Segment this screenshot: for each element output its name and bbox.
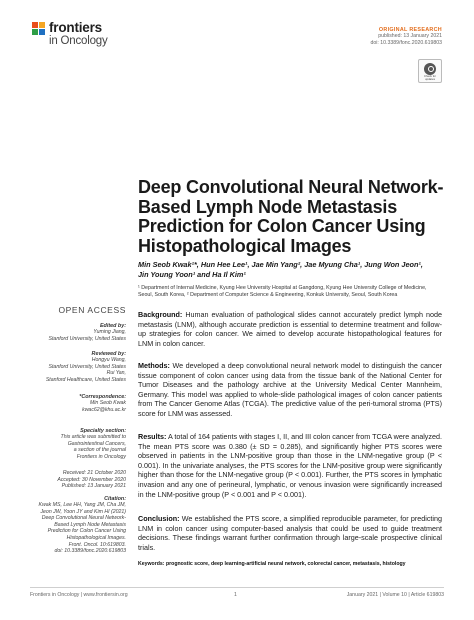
affiliation-line: ¹ Department of Internal Medicine, Kyung Hee University Hospital at Gangdong, Kyung Hee University College of Medicine,	[138, 285, 427, 291]
authors-line: Jin Young Yoon¹ and Ha Il Kim¹	[138, 270, 246, 279]
correspondence-label: *Correspondence:	[79, 394, 126, 400]
abstract-methods	[138, 361, 442, 419]
editor-affiliation: Stanford University, United States	[48, 335, 126, 342]
citation-line: Jeon JW, Yoon JY and Kim HI (2021)	[40, 508, 126, 515]
conclusion-label: Conclusion:	[138, 514, 180, 523]
authors-line: Min Seob Kwak¹*, Hun Hee Lee¹, Jae Min Yang², Jae Myung Cha¹, Jung Won Jeon¹,	[138, 260, 423, 269]
edited-by-label: Edited by:	[99, 323, 126, 329]
edited-by-block	[30, 323, 126, 342]
citation-line: Kwak MS, Lee HH, Yang JM, Cha JM,	[38, 502, 126, 508]
reviewer-affiliation: Stanford Healthcare, United States	[45, 376, 126, 383]
specialty-label: Specialty section:	[80, 428, 126, 434]
abstract-results	[138, 432, 442, 499]
title-line: Histopathological Images	[138, 235, 352, 256]
page-number: 1	[234, 592, 237, 598]
dates-block	[30, 470, 126, 490]
reviewed-by-block	[30, 351, 126, 383]
results-text: A total of 164 patients with stages I, II, and III colon cancer from TCGA were analyzed. The mean PTS score was 0.380 (± SD = 0.285), and significantly higher PTS scores were observed in patients in the LNM-positive group than those in the LNM-negative group (P < 0.001). In the univariate analyses, the PTS scores for the LNM-positive group were significantly higher than those for the LNM-negative group (P < 0.001). Further, the PTS scores in lymphatic invasion and any one of perineural, lymphatic, or venous invasion were significantly increased in the LNM-positive group (P < 0.001 and P < 0.001).	[138, 432, 442, 499]
correspondence-block	[30, 394, 126, 413]
open-access-label: OPEN ACCESS	[58, 305, 126, 315]
citation-line: Based Lymph Node Metastasis	[54, 521, 126, 528]
frontiers-logo-icon	[32, 22, 46, 36]
keywords-text: prognostic score, deep learning-artificial neural network, colorectal cancer, metastasis, histology	[165, 561, 406, 567]
specialty-section-block	[30, 428, 126, 460]
title-line: Prediction for Colon Cancer Using	[138, 216, 426, 236]
keywords-label: Keywords:	[138, 561, 165, 567]
journal-name: in Oncology	[49, 35, 108, 47]
affiliations	[138, 285, 448, 299]
background-label: Background:	[138, 310, 183, 319]
accepted-date: Accepted: 30 November 2020	[57, 476, 126, 483]
citation-line: Histopathological Images.	[66, 534, 126, 541]
abstract-conclusion	[138, 514, 442, 552]
methods-label: Methods:	[138, 361, 170, 370]
frontiers-logo[interactable]	[32, 20, 192, 52]
footer-issue-info: January 2021 | Volume 10 | Article 619803	[346, 592, 444, 598]
author-list[interactable]	[138, 260, 438, 280]
citation-doi[interactable]: doi: 10.3389/fonc.2020.619803	[54, 548, 126, 555]
specialty-line: a section of the journal	[73, 447, 126, 454]
updates-label-2: updates	[425, 77, 435, 81]
specialty-line: Gastrointestinal Cancers,	[67, 440, 126, 447]
citation-line: Front. Oncol. 10:619803.	[68, 541, 126, 548]
citation-label: Citation:	[104, 496, 126, 502]
footer-divider	[30, 587, 444, 588]
correspondent-email[interactable]: kwac62@khu.ac.kr	[82, 406, 126, 413]
correspondent-name: Min Seob Kwak	[89, 400, 126, 406]
title-line: Based Lymph Node Metastasis	[138, 196, 398, 217]
background-text: Human evaluation of pathological slides cannot accurately predict lymph node metastasis (LNM), although accurate prediction is essential to determine treatment and follow-up strategies for colon cancer. We aimed to develop accurate histopathological features for LNM in colon cancer.	[138, 310, 443, 348]
citation-block	[30, 496, 126, 555]
keywords	[138, 561, 442, 567]
conclusion-text: We established the PTS score, a simplified reproducible parameter, for predicting LNM in colon cancer using computer-based analysis that could be used to guide treatment decisions. These findings warrant further confirmation through large-scale prospective clinical trials.	[138, 514, 442, 552]
article-title	[138, 178, 448, 256]
footer-journal-link[interactable]: Frontiers in Oncology | www.frontiersin.org	[30, 592, 128, 598]
specialty-line: This article was submitted to	[60, 434, 126, 440]
citation-line: Prediction for Colon Cancer Using	[47, 528, 126, 535]
article-meta	[370, 27, 442, 46]
brand-name: frontiers	[49, 20, 102, 35]
published-date-side: Published: 13 January 2021	[61, 483, 126, 490]
updates-label-1: Check for	[424, 74, 436, 78]
check-for-updates-button[interactable]	[418, 59, 442, 83]
results-label: Results:	[138, 432, 167, 441]
abstract-background	[138, 310, 442, 348]
methods-text: We developed a deep convolutional neural network model to distinguish the cancer tissue component of colon cancer using data from the tissue bank of the National Center for Tumor Diseases and the pathology archive at the University Medical Center Mannheim, Germany. This model was applied to whole-slide pathological images of colon cancer patients from The Cancer Genome Atlas (TCGA). The predictive value of the peri-tumoral stroma (PTS) score for LNM was assessed.	[138, 361, 443, 418]
title-line: Deep Convolutional Neural Network-	[138, 177, 444, 197]
citation-line: Deep Convolutional Neural Network-	[41, 515, 126, 522]
specialty-line: Frontiers in Oncology	[76, 453, 126, 460]
reviewed-by-label: Reviewed by:	[91, 351, 126, 357]
article-type: ORIGINAL RESEARCH	[378, 27, 442, 33]
reviewer-name: Rui Yan,	[106, 370, 126, 377]
reviewer-affiliation: Stanford University, United States	[48, 363, 126, 370]
editor-name: Yuming Jiang,	[93, 329, 126, 335]
doi-link[interactable]: doi: 10.3389/fonc.2020.619803	[370, 39, 442, 46]
published-date: published: 13 January 2021	[378, 33, 442, 39]
affiliation-line: Seoul, South Korea, ² Department of Computer Science & Engineering, Konkuk University, Seoul, South Korea	[138, 292, 398, 298]
received-date: Received: 21 October 2020	[62, 470, 126, 476]
reviewer-name: Hongyu Wang,	[91, 357, 126, 363]
